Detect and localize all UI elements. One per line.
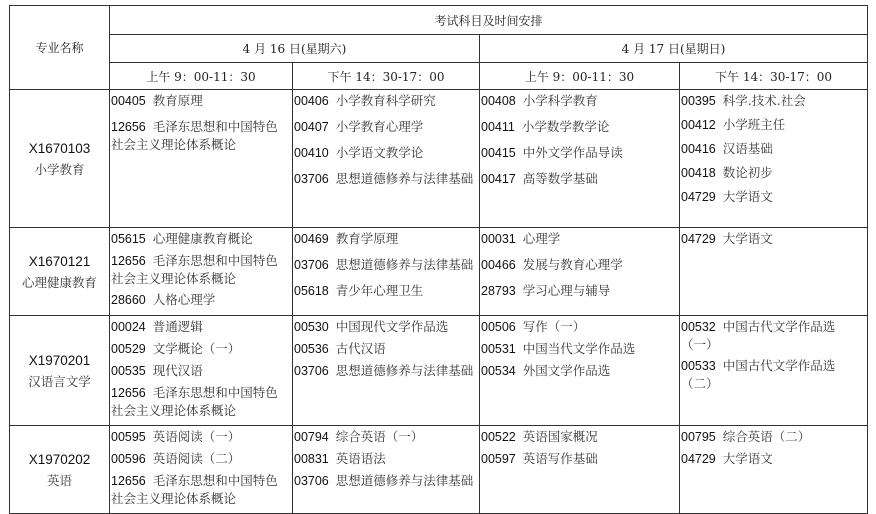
subject-name: 大学语文 <box>722 231 773 246</box>
major-cell <box>10 90 110 228</box>
subject-name: 综合英语（一） <box>335 429 424 444</box>
subject-name: 思想道德修养与法律基础 <box>335 363 474 378</box>
major-name: 汉语言文学 <box>28 373 91 389</box>
subject-item <box>681 230 865 248</box>
subject-name: 高等数学基础 <box>522 171 598 186</box>
subject-code: 03706 <box>294 172 329 186</box>
subject-item <box>681 164 865 182</box>
major-cell <box>10 426 110 514</box>
subject-name: 小学数学教学论 <box>521 119 610 134</box>
subject-code: 00532 <box>681 320 716 334</box>
subject-name: 中国古代文学作品选（一） <box>681 319 836 352</box>
subject-cell <box>293 228 480 316</box>
subject-item <box>111 428 290 446</box>
subject-item <box>481 428 677 446</box>
major-name: 心理健康教育 <box>21 274 97 290</box>
subject-code: 04729 <box>681 452 716 466</box>
subject-name: 小学班主任 <box>722 117 786 132</box>
subject-name: 中国现代文学作品选 <box>335 319 449 334</box>
subject-code: 28793 <box>481 284 516 298</box>
subject-item <box>111 362 290 380</box>
subject-name: 毛泽东思想和中国特色社会主义理论体系概论 <box>111 119 278 152</box>
subject-name: 现代汉语 <box>152 363 203 378</box>
subject-name: 心理学 <box>522 231 561 246</box>
subject-name: 小学教育科学研究 <box>335 93 436 108</box>
subject-cell <box>110 90 293 228</box>
subject-item <box>294 428 477 446</box>
subject-code: 00595 <box>111 430 146 444</box>
subject-code: 12656 <box>111 474 146 488</box>
major-header: 专业名称 <box>10 6 110 90</box>
subject-item <box>294 362 477 380</box>
subject-item <box>481 340 677 358</box>
subject-cell <box>110 426 293 514</box>
subject-item <box>481 230 677 248</box>
subject-item <box>294 282 477 300</box>
subject-name: 教育学原理 <box>335 231 399 246</box>
subject-code: 00410 <box>294 146 329 160</box>
subject-code: 00831 <box>294 452 329 466</box>
subject-item <box>294 256 477 274</box>
subject-name: 小学语文教学论 <box>335 145 424 160</box>
subject-cell <box>110 316 293 426</box>
subject-item <box>294 92 477 110</box>
subject-cell <box>480 316 680 426</box>
subject-cell <box>293 426 480 514</box>
subject-item <box>111 472 290 507</box>
table-row <box>10 316 868 426</box>
subject-cell <box>680 316 868 426</box>
subject-item <box>294 170 477 188</box>
subject-code: 00794 <box>294 430 329 444</box>
subject-name: 心理健康教育概论 <box>152 231 253 246</box>
day-header-1: 4 月 17 日(星期日) <box>480 35 868 63</box>
subject-item <box>294 318 477 336</box>
subject-code: 00406 <box>294 94 329 108</box>
subject-code: 00530 <box>294 320 329 334</box>
day-header-0: 4 月 16 日(星期六) <box>110 35 480 63</box>
subject-code: 00534 <box>481 364 516 378</box>
subject-code: 00795 <box>681 430 716 444</box>
subject-code: 00395 <box>681 94 716 108</box>
subject-name: 科学.技术.社会 <box>722 93 806 108</box>
subject-code: 00469 <box>294 232 329 246</box>
subject-item <box>294 472 477 490</box>
subject-item <box>481 144 677 162</box>
subject-item <box>111 318 290 336</box>
subject-code: 04729 <box>681 232 716 246</box>
subject-item <box>681 428 865 446</box>
subject-item <box>111 291 290 309</box>
major-code: X1670121 <box>28 253 91 269</box>
subject-item <box>111 252 290 287</box>
subject-code: 00536 <box>294 342 329 356</box>
subject-cell <box>293 90 480 228</box>
subject-name: 写作（一） <box>522 319 586 334</box>
session-header-d1-pm: 下午 14：30-17：00 <box>680 63 868 90</box>
subject-cell <box>680 228 868 316</box>
subject-name: 人格心理学 <box>152 292 216 307</box>
subject-item <box>111 230 290 248</box>
subject-item <box>294 144 477 162</box>
subject-name: 外国文学作品选 <box>522 363 611 378</box>
subject-code: 04729 <box>681 190 716 204</box>
subject-name: 毛泽东思想和中国特色社会主义理论体系概论 <box>111 253 278 286</box>
subject-item <box>294 450 477 468</box>
subject-cell <box>293 316 480 426</box>
subject-item <box>481 282 677 300</box>
subject-cell <box>680 426 868 514</box>
subject-code: 00597 <box>481 452 516 466</box>
subject-code: 00407 <box>294 120 329 134</box>
subject-name: 思想道德修养与法律基础 <box>335 473 474 488</box>
subject-code: 00416 <box>681 142 716 156</box>
subject-code: 12656 <box>111 254 146 268</box>
session-header-d1-am: 上午 9：00-11：30 <box>480 63 680 90</box>
subject-name: 普通逻辑 <box>152 319 203 334</box>
subject-item <box>681 450 865 468</box>
subject-item <box>681 357 865 392</box>
table-row <box>10 426 868 514</box>
subject-code: 00596 <box>111 452 146 466</box>
subject-name: 学习心理与辅导 <box>522 283 611 298</box>
subject-name: 汉语基础 <box>722 141 773 156</box>
subject-cell <box>110 228 293 316</box>
subject-code: 00405 <box>111 94 146 108</box>
subject-item <box>681 188 865 206</box>
subject-code: 00412 <box>681 118 716 132</box>
subject-name: 英语国家概况 <box>522 429 598 444</box>
subject-code: 05615 <box>111 232 146 246</box>
subject-code: 00529 <box>111 342 146 356</box>
subject-name: 发展与教育心理学 <box>522 257 623 272</box>
major-cell <box>10 228 110 316</box>
subject-item <box>481 362 677 380</box>
subject-code: 03706 <box>294 258 329 272</box>
subject-code: 00415 <box>481 146 516 160</box>
subject-name: 文学概论（一） <box>152 341 241 356</box>
subject-code: 00417 <box>481 172 516 186</box>
subject-code: 00418 <box>681 166 716 180</box>
subject-code: 03706 <box>294 474 329 488</box>
subject-item <box>481 92 677 110</box>
subject-name: 中国当代文学作品选 <box>522 341 636 356</box>
subject-code: 00533 <box>681 359 716 373</box>
major-name: 小学教育 <box>34 161 85 177</box>
subject-item <box>111 384 290 419</box>
subject-code: 05618 <box>294 284 329 298</box>
subject-item <box>481 170 677 188</box>
major-code: X1970201 <box>28 352 91 368</box>
subject-cell <box>680 90 868 228</box>
subject-name: 小学科学教育 <box>522 93 598 108</box>
subject-code: 00506 <box>481 320 516 334</box>
subject-name: 青少年心理卫生 <box>335 283 424 298</box>
subject-item <box>294 118 477 136</box>
subject-name: 大学语文 <box>722 451 773 466</box>
subject-name: 综合英语（二） <box>722 429 811 444</box>
subject-code: 00411 <box>481 120 515 134</box>
major-name: 英语 <box>46 472 72 488</box>
subject-code: 12656 <box>111 386 146 400</box>
subject-name: 毛泽东思想和中国特色社会主义理论体系概论 <box>111 473 278 506</box>
subject-name: 大学语文 <box>722 189 773 204</box>
table-row <box>10 90 868 228</box>
subject-cell <box>480 90 680 228</box>
subject-item <box>681 116 865 134</box>
subject-cell <box>480 228 680 316</box>
subject-code: 00522 <box>481 430 516 444</box>
session-header-d0-am: 上午 9：00-11：30 <box>110 63 293 90</box>
subject-name: 小学教育心理学 <box>335 119 424 134</box>
subject-cell <box>480 426 680 514</box>
subject-code: 00531 <box>481 342 516 356</box>
subject-code: 00466 <box>481 258 516 272</box>
subject-name: 教育原理 <box>152 93 203 108</box>
subject-name: 中国古代文学作品选（二） <box>681 358 836 391</box>
subject-item <box>294 230 477 248</box>
subject-name: 英语阅读（二） <box>152 451 241 466</box>
major-code: X1670103 <box>28 140 91 156</box>
subject-item <box>294 340 477 358</box>
session-header-d0-pm: 下午 14：30-17：00 <box>293 63 480 90</box>
subject-item <box>481 318 677 336</box>
subject-item <box>681 318 865 353</box>
subject-name: 英语写作基础 <box>522 451 598 466</box>
subject-item <box>111 118 290 153</box>
subject-item <box>111 450 290 468</box>
subject-name: 英语语法 <box>335 451 386 466</box>
schedule-group-header: 考试科目及时间安排 <box>110 6 868 35</box>
subject-item <box>481 256 677 274</box>
subject-code: 12656 <box>111 120 146 134</box>
subject-name: 毛泽东思想和中国特色社会主义理论体系概论 <box>111 385 278 418</box>
subject-code: 00535 <box>111 364 146 378</box>
subject-item <box>681 92 865 110</box>
subject-code: 03706 <box>294 364 329 378</box>
subject-item <box>481 118 677 136</box>
subject-item <box>111 340 290 358</box>
table-row <box>10 228 868 316</box>
subject-name: 中外文学作品导读 <box>522 145 623 160</box>
subject-item <box>481 450 677 468</box>
subject-code: 28660 <box>111 293 146 307</box>
subject-name: 思想道德修养与法律基础 <box>335 257 474 272</box>
subject-code: 00024 <box>111 320 146 334</box>
subject-name: 古代汉语 <box>335 341 386 356</box>
subject-name: 数论初步 <box>722 165 773 180</box>
subject-code: 00031 <box>481 232 516 246</box>
subject-item <box>681 140 865 158</box>
subject-name: 英语阅读（一） <box>152 429 241 444</box>
major-cell <box>10 316 110 426</box>
subject-code: 00408 <box>481 94 516 108</box>
exam-schedule-table <box>9 5 868 514</box>
major-code: X1970202 <box>28 451 91 467</box>
subject-item <box>111 92 290 110</box>
subject-name: 思想道德修养与法律基础 <box>335 171 474 186</box>
